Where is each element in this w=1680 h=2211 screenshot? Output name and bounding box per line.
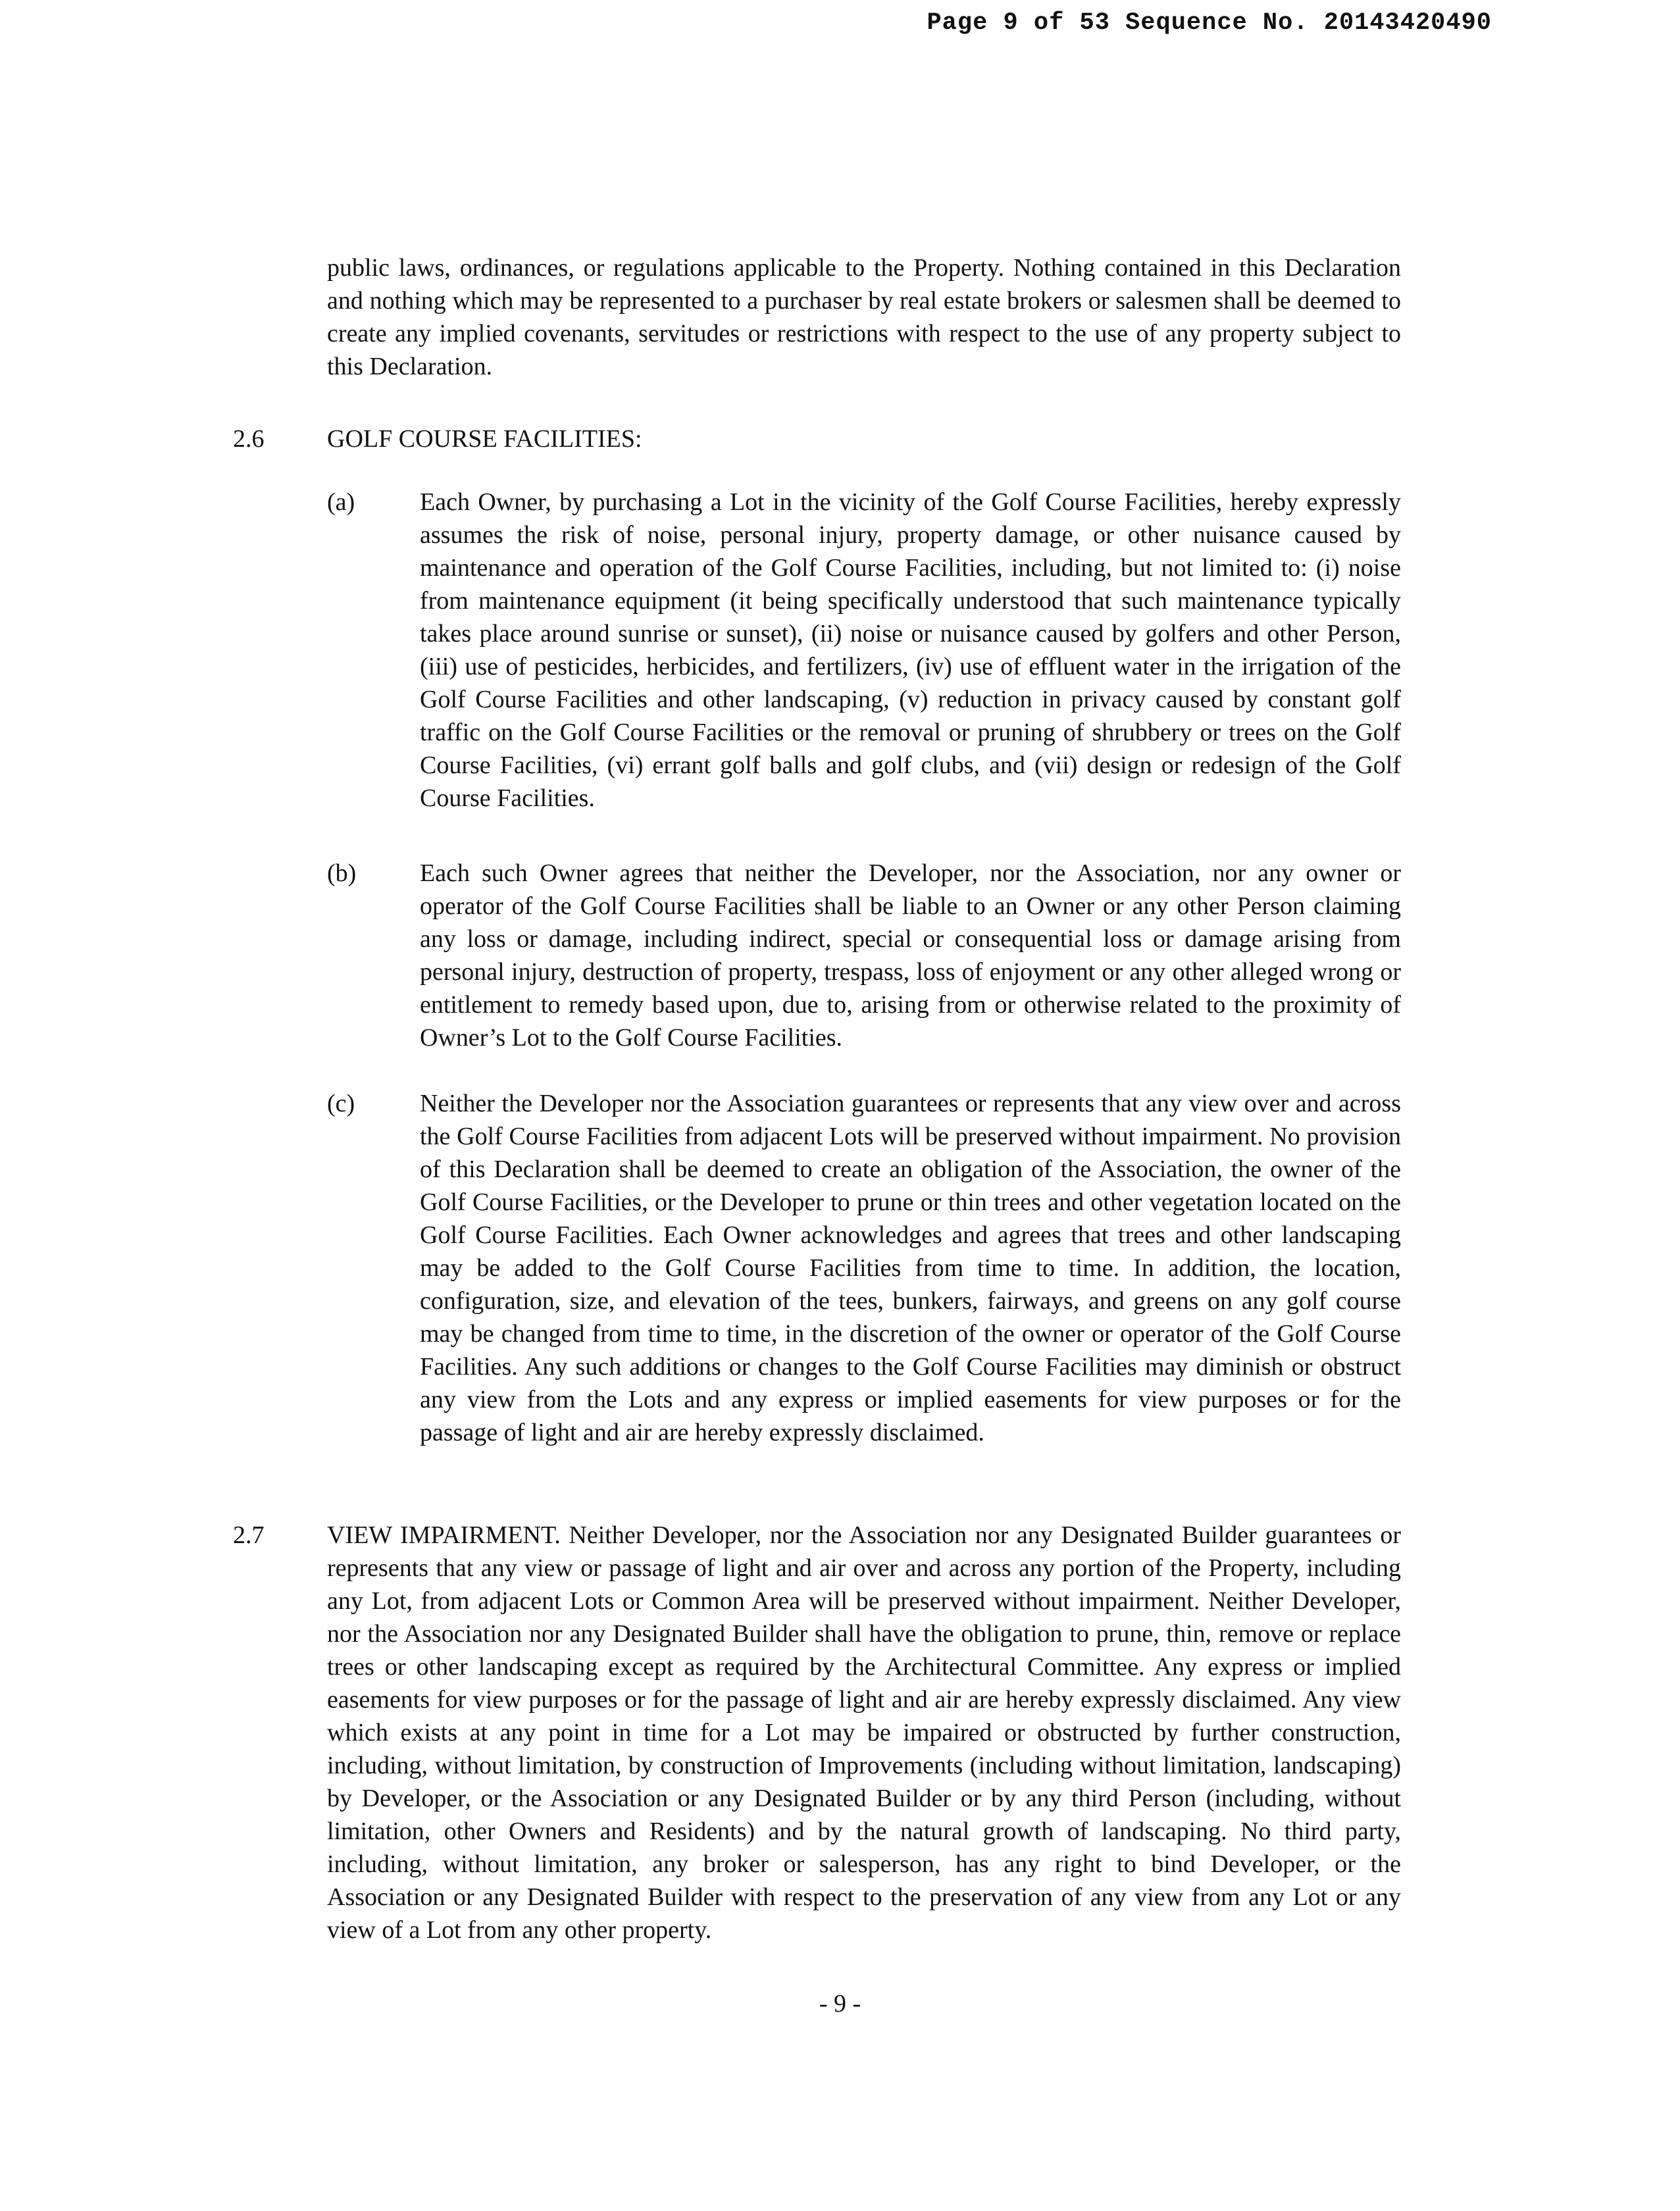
subsection-label-a: (a) <box>327 488 355 516</box>
page-number-footer: - 9 - <box>819 1990 861 2018</box>
section-number-2-7: 2.7 <box>233 1521 265 1549</box>
section-paragraph-view-impairment: VIEW IMPAIRMENT. Neither Developer, nor the Association nor any Designated Builder guarantees or represents that any view or passage of light and air over and across any portion of the Property, including any Lot, from adjacent Lots or Common Area will be preserved without impairment. Neither Developer, nor the Association nor any Designated Builder shall have the obligation to prune, thin, remove or replace trees or other landscaping except as required by the Architectural Committee. Any express or implied easements for view purposes or for the passage of light and air are hereby expressly disclaimed. Any view which exists at any point in time for a Lot may be impaired or obstructed by further construction, including, without limitation, by construction of Improvements (including without limitation, landscaping) by Developer, or the Association or any Designated Builder or by any third Person (including, without limitation, other Owners and Residents) and by the natural growth of landscaping. No third party, including, without limitation, any broker or salesperson, has any right to bind Developer, or the Association or any Designated Builder with respect to the preservation of any view from any Lot or any view of a Lot from any other property. <box>327 1521 1401 1944</box>
subsection-paragraph-b: Each such Owner agrees that neither the Developer, nor the Association, nor any owner or operator of the Golf Course Facilities shall be liable to an Owner or any other Person claiming any loss or damage, including indirect, special or consequential loss or damage arising from personal injury, destruction of property, trespass, loss of enjoyment or any other alleged wrong or entitlement to remedy based upon, due to, arising from or otherwise related to the proximity of Owner’s Lot to the Golf Course Facilities. <box>420 859 1401 1052</box>
page-sequence-header: Page 9 of 53 Sequence No. 20143420490 <box>927 9 1492 37</box>
subsection-label-c: (c) <box>327 1090 355 1117</box>
section-heading-golf-course-facilities: GOLF COURSE FACILITIES: <box>327 425 642 453</box>
subsection-paragraph-a: Each Owner, by purchasing a Lot in the vicinity of the Golf Course Facilities, hereby expressly assumes the risk of noise, personal injury, property damage, or other nuisance caused by maintenance and operation of the Golf Course Facilities, including, but not limited to: (i) noise from maintenance equipment (it being specifically understood that such maintenance typically takes place around sunrise or sunset), (ii) noise or nuisance caused by golfers and other Person, (iii) use of pesticides, herbicides, and fertilizers, (iv) use of effluent water in the irrigation of the Golf Course Facilities and other landscaping, (v) reduction in privacy caused by constant golf traffic on the Golf Course Facilities or the removal or pruning of shrubbery or trees on the Golf Course Facilities, (vi) errant golf balls and golf clubs, and (vii) design or redesign of the Golf Course Facilities. <box>420 488 1401 812</box>
continuation-paragraph: public laws, ordinances, or regulations applicable to the Property. Nothing contained in this Declaration and nothing which may be represented to a purchaser by real estate brokers or salesmen shall be deemed to create any implied covenants, servitudes or restrictions with respect to the use of any property subject to this Declaration. <box>327 254 1401 380</box>
subsection-label-b: (b) <box>327 859 357 887</box>
subsection-paragraph-c: Neither the Developer nor the Association guarantees or represents that any view over and across the Golf Course Facilities from adjacent Lots will be preserved without impairment. No provision of this Declaration shall be deemed to create an obligation of the Association, the owner of the Golf Course Facilities, or the Developer to prune or thin trees and other vegetation located on the Golf Course Facilities. Each Owner acknowledges and agrees that trees and other landscaping may be added to the Golf Course Facilities from time to time. In addition, the location, configuration, size, and elevation of the tees, bunkers, fairways, and greens on any golf course may be changed from time to time, in the discretion of the owner or operator of the Golf Course Facilities. Any such additions or changes to the Golf Course Facilities may diminish or obstruct any view from the Lots and any express or implied easements for view purposes or for the passage of light and air are hereby expressly disclaimed. <box>420 1090 1401 1446</box>
section-number-2-6: 2.6 <box>233 425 265 453</box>
